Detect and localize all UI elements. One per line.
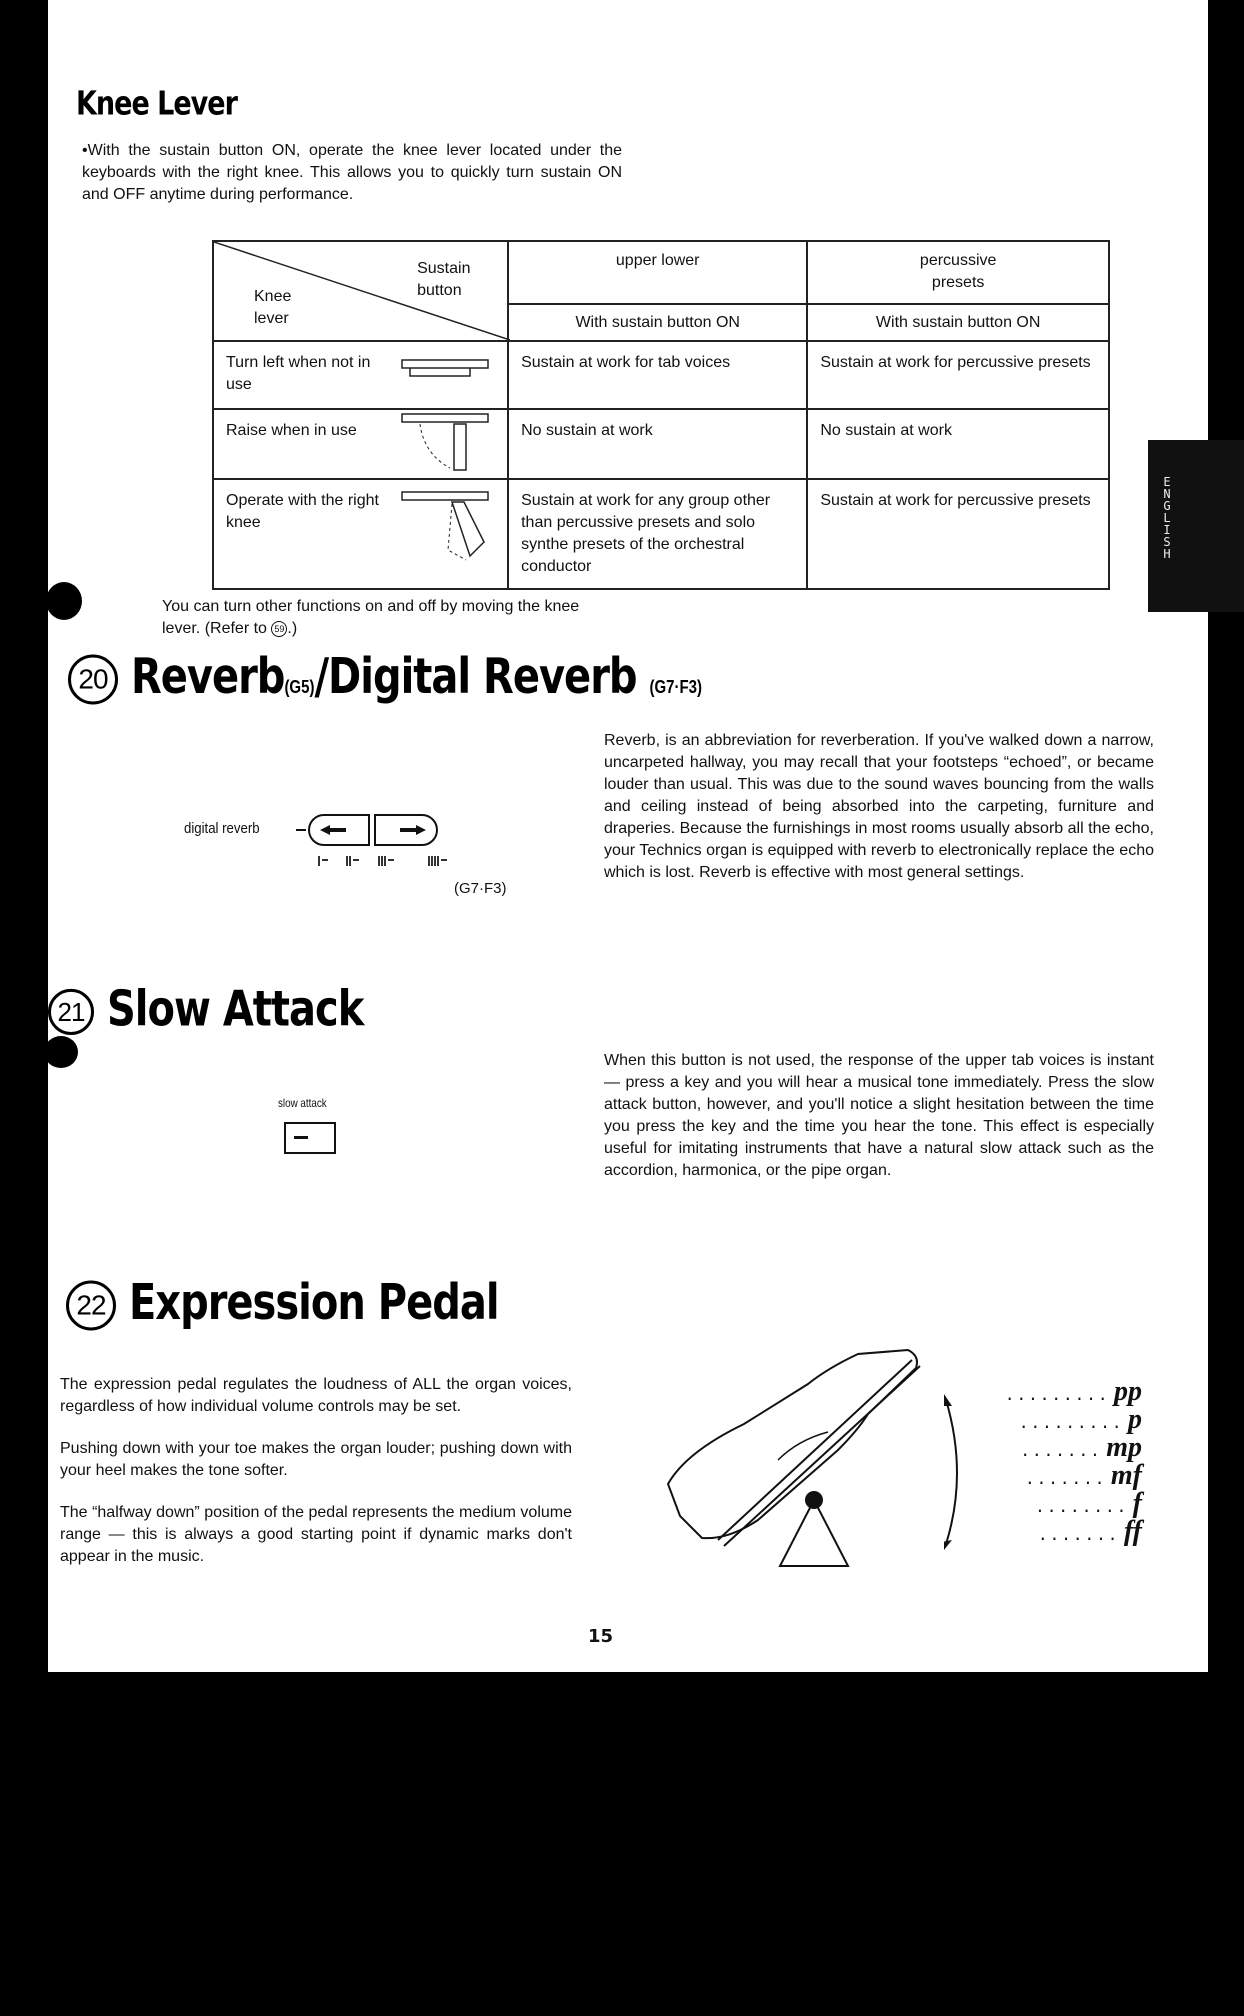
slow-attack-description: When this button is not used, the response of the upper tab voices is instant — press a key and you will hear a musical tone immediately. Press the slow attack button, however, and you'll notice a slight hesitation between the time you press the key and the time you hear the tone. This effect is especially useful for imitating instruments that have a natural slow attack such as the accordion, harmonica, or the pipe organ. (604, 1052, 1154, 1179)
knee-lever-heading: Knee Lever (76, 85, 237, 123)
manual-page (48, 0, 1208, 1672)
corner-sustain-button: Sustain button (417, 260, 471, 299)
dynamic-mark: ....... mf (1025, 1460, 1142, 1491)
table-row-label: Turn left when not in use (213, 341, 508, 409)
volume-range-arrow (944, 1394, 974, 1554)
reverb-model-note: (G7·F3) (454, 880, 507, 897)
expression-pedal-illustration (658, 1340, 978, 1570)
digital-reverb-button-left[interactable] (308, 814, 370, 846)
dynamic-mark: ......... pp (1004, 1376, 1142, 1407)
col-upper-lower-header: upper lower (508, 241, 807, 304)
arrow-left-icon (320, 824, 350, 836)
arrow-right-icon (396, 824, 426, 836)
corner-knee-lever: Knee lever (254, 288, 292, 327)
knee-lever-note: You can turn other functions on and off by moving the knee lever. (Refer to 59 .) (162, 598, 580, 637)
digital-reverb-control (184, 814, 514, 904)
col-percussive-sub: With sustain button ON (807, 304, 1109, 341)
expression-para-2: Pushing down with your toe makes the organ louder; pushing down with your heel makes the tone softer. (60, 1440, 572, 1479)
knee-lever-left-icon (400, 356, 500, 386)
knee-lever-intro: •With the sustain button ON, operate the knee lever located under the keyboards with the right knee. This allows you to quickly turn sustain ON and OFF anytime during performance. (82, 142, 622, 203)
expression-para-3: The “halfway down” position of the pedal represents the medium volume range — this is always a good starting point if dynamic marks don't appear in the music. (60, 1504, 572, 1565)
reference-number-circle: 59 (271, 621, 287, 637)
reverb-level-marks-icon (318, 854, 478, 870)
button-indicator-icon (294, 1136, 308, 1139)
dynamic-mark: ....... mp (1020, 1432, 1142, 1463)
table-cell: No sustain at work (508, 409, 807, 479)
page-number: 15 (588, 1626, 614, 1647)
expression-pedal-heading: 22 Expression Pedal (66, 1275, 499, 1336)
slow-attack-control (278, 1096, 398, 1156)
table-row-label: Raise when in use (213, 409, 508, 479)
slow-attack-label: slow attack (278, 1096, 327, 1110)
digital-reverb-button-right[interactable] (374, 814, 438, 846)
table-cell: Sustain at work for any group other than percussive presets and solo synthe presets of the orchestral conductor (508, 479, 807, 589)
digital-reverb-label: digital reverb (184, 820, 260, 837)
slow-attack-button[interactable] (284, 1122, 336, 1154)
col-percussive-header: percussive presets (807, 241, 1109, 304)
knee-lever-table (212, 240, 1110, 590)
binding-hole-mark (44, 1036, 78, 1068)
expression-para-1: The expression pedal regulates the loudness of ALL the organ voices, regardless of how individual volume controls may be set. (60, 1376, 572, 1415)
language-side-tab-label: E N G L I S H (1163, 475, 1171, 561)
table-row-label: Operate with the right knee (213, 479, 508, 589)
reverb-description: Reverb, is an abbreviation for reverberation. If you've walked down a narrow, uncarpeted hallway, you may recall that your footsteps “echoed”, or became louder than usual. This was due to the sound waves bouncing from the walls and ceiling instead of being absorbed into the carpeting, furniture and draperies. Because the furnishings in most rooms usually absorb all the echo, your Technics organ is equipped with reverb to electronically replace the echo which is lost. Reverb is effective with most general settings. (604, 732, 1154, 881)
section-number-22: 22 (66, 1280, 116, 1330)
section-number-20: 20 (68, 654, 118, 704)
expression-pedal-text (60, 1374, 572, 1568)
binding-hole-mark (46, 582, 82, 620)
knee-lever-knee-icon (400, 490, 500, 570)
slow-attack-heading: 21 Slow Attack (48, 981, 363, 1040)
table-corner-cell (213, 241, 508, 341)
table-cell: Sustain at work for tab voices (508, 341, 807, 409)
table-cell: No sustain at work (807, 409, 1109, 479)
dynamic-mark: ........ f (1035, 1488, 1142, 1519)
reverb-heading: 20 Reverb(G5)/Digital Reverb (G7·F3) (68, 649, 702, 710)
table-cell: Sustain at work for percussive presets (807, 341, 1109, 409)
dynamic-mark: ......... p (1018, 1404, 1142, 1435)
table-cell: Sustain at work for percussive presets (807, 479, 1109, 589)
knee-lever-raise-icon (400, 412, 500, 476)
col-upper-lower-sub: With sustain button ON (508, 304, 807, 341)
section-number-21: 21 (48, 989, 94, 1035)
dynamic-mark: ....... ff (1037, 1516, 1142, 1547)
